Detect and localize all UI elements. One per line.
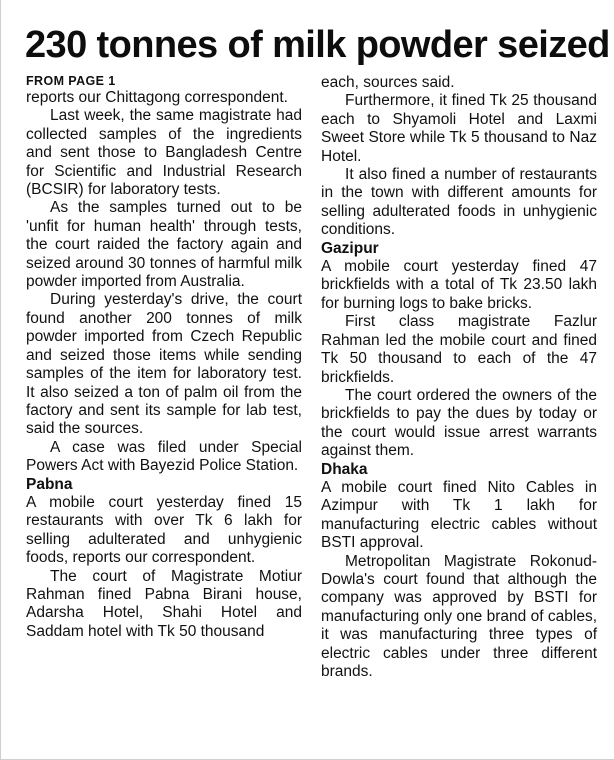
section-heading-gazipur: Gazipur [321,239,379,257]
paragraph: During yesterday's drive, the court found another 200 tonnes of milk powder imported from Czech Republic and seized those items while sending samples of the item for laboratory test. It also seized a ton of palm oil from the factory and sent its sample for lab test, said the sources. [26,291,302,438]
paragraph: First class magistrate Fazlur Rahman led the mobile court and fined Tk 50 thousand to each of the 47 brickfields. [321,313,597,386]
paragraph: Metropolitan Magistrate Rokonud-Dowla's court found that although the company was approved by BSTI for manufacturing only one brand of cables, it was manufacturing three types of electric cables under three different brands. [321,552,597,680]
paragraph: Last week, the same magistrate had collected samples of the ingredients and sent those to Bangladesh Centre for Scientific and Industrial Research (BCSIR) for laboratory tests. [26,107,302,199]
section-heading-dhaka: Dhaka [321,460,368,478]
paragraph: It also fined a number of restaurants in the town with different amounts for selling adulterated foods in unhygienic conditions. [321,166,597,239]
paragraph: As the samples turned out to be 'unfit for human health' through tests, the court raided the factory again and seized around 30 tonnes of harmful milk powder imported from Australia. [26,199,302,291]
paragraph: The court of Magistrate Motiur Rahman fined Pabna Birani house, Adarsha Hotel, Shahi Hotel and Saddam hotel with Tk 50 thousand [26,567,302,640]
paragraph: reports our Chittagong correspondent. [26,89,288,106]
paragraph: A case was filed under Special Powers Act with Bayezid Police Station. [26,438,302,475]
from-page-label: FROM PAGE 1 [26,74,116,88]
right-column [321,74,597,681]
left-column [26,74,302,641]
paragraph: A mobile court fined Nito Cables in Azimpur with Tk 1 lakh for manufacturing electric cables without BSTI approval. [321,478,597,552]
headline: 230 tonnes of milk powder seized [25,24,610,66]
paragraph: each, sources said. [321,74,455,91]
paragraph: A mobile court yesterday fined 15 restaurants with over Tk 6 lakh for selling adulterated and unhygienic foods, reports our correspondent. [26,493,302,567]
paragraph: Furthermore, it fined Tk 25 thousand each to Shyamoli Hotel and Laxmi Sweet Store while Tk 5 thousand to Naz Hotel. [321,92,597,165]
paragraph: The court ordered the owners of the brickfields to pay the dues by today or the court would issue arrest warrants against them. [321,386,597,460]
paragraph: A mobile court yesterday fined 47 brickfields with a total of Tk 23.50 lakh for burning logs to bake bricks. [321,258,597,312]
section-heading-pabna: Pabna [26,475,73,493]
